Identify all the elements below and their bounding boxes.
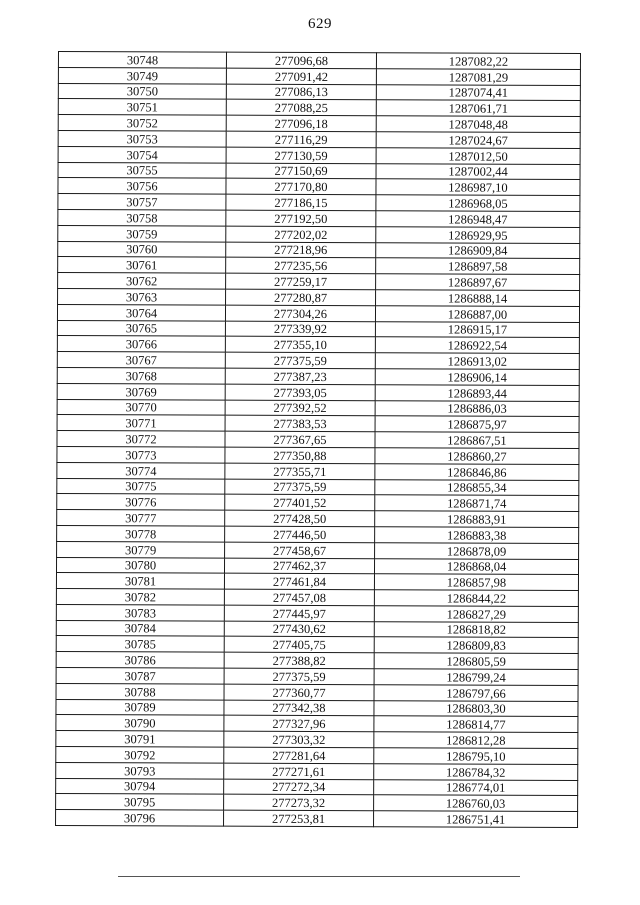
point-number-cell: 30786: [56, 652, 224, 668]
table-row: [56, 699, 578, 717]
y-coordinate-cell: 1286875,97: [375, 416, 579, 433]
table-row: [58, 178, 580, 196]
x-coordinate-cell: 277355,10: [225, 336, 375, 352]
point-number-cell: 30762: [58, 273, 226, 289]
y-coordinate-cell: 1286818,82: [374, 621, 578, 638]
x-coordinate-cell: 277281,64: [224, 747, 374, 763]
y-coordinate-cell: 1286922,54: [375, 337, 579, 354]
point-number-cell: 30752: [58, 115, 226, 131]
y-coordinate-cell: 1286897,58: [376, 258, 580, 275]
x-coordinate-cell: 277086,13: [226, 84, 376, 100]
point-number-cell: 30770: [57, 399, 225, 415]
y-coordinate-cell: 1287048,48: [376, 116, 580, 133]
table-row: [58, 130, 580, 148]
point-number-cell: 30757: [58, 194, 226, 210]
table-row: [56, 794, 578, 812]
y-coordinate-cell: 1286827,29: [374, 606, 578, 623]
x-coordinate-cell: 277218,96: [226, 242, 376, 258]
x-coordinate-cell: 277461,84: [224, 573, 374, 589]
point-number-cell: 30748: [58, 52, 226, 68]
point-number-cell: 30790: [56, 715, 224, 731]
x-coordinate-cell: 277445,97: [224, 605, 374, 621]
point-number-cell: 30792: [56, 747, 224, 763]
y-coordinate-cell: 1286886,03: [375, 400, 579, 417]
table-row: [56, 683, 578, 701]
y-coordinate-cell: 1286797,66: [374, 685, 578, 702]
point-number-cell: 30758: [58, 209, 226, 225]
y-coordinate-cell: 1286897,67: [376, 274, 580, 291]
table-row: [57, 320, 579, 338]
y-coordinate-cell: 1286987,10: [376, 179, 580, 196]
y-coordinate-cell: 1286913,02: [375, 353, 579, 370]
y-coordinate-cell: 1286948,47: [376, 211, 580, 228]
x-coordinate-cell: 277405,75: [224, 637, 374, 653]
point-number-cell: 30755: [58, 162, 226, 178]
table-row: [58, 67, 580, 85]
coordinates-table: [55, 51, 581, 828]
y-coordinate-cell: 1286799,24: [374, 669, 578, 686]
point-number-cell: 30777: [57, 510, 225, 526]
y-coordinate-cell: 1286871,74: [375, 495, 579, 512]
point-number-cell: 30795: [56, 794, 224, 810]
point-number-cell: 30750: [58, 83, 226, 99]
point-number-cell: 30789: [56, 699, 224, 715]
x-coordinate-cell: 277375,59: [225, 479, 375, 495]
table-row: [57, 525, 579, 543]
table-row: [57, 431, 579, 449]
table-row: [57, 304, 579, 322]
point-number-cell: 30788: [56, 683, 224, 699]
x-coordinate-cell: 277392,52: [225, 400, 375, 416]
table-row: [57, 399, 579, 417]
x-coordinate-cell: 277272,34: [224, 779, 374, 795]
y-coordinate-cell: 1287002,44: [376, 163, 580, 180]
point-number-cell: 30778: [57, 525, 225, 541]
page-number: 629: [308, 16, 332, 32]
x-coordinate-cell: 277375,59: [224, 668, 374, 684]
point-number-cell: 30769: [57, 383, 225, 399]
x-coordinate-cell: 277304,26: [225, 305, 375, 321]
point-number-cell: 30774: [57, 462, 225, 478]
y-coordinate-cell: 1286760,03: [374, 795, 578, 812]
point-number-cell: 30760: [58, 241, 226, 257]
point-number-cell: 30773: [57, 446, 225, 462]
table-row: [56, 636, 578, 654]
point-number-cell: 30772: [57, 431, 225, 447]
x-coordinate-cell: 277271,61: [224, 763, 374, 779]
table-row: [58, 225, 580, 243]
footer-rule: [118, 876, 520, 877]
x-coordinate-cell: 277401,52: [225, 494, 375, 510]
table-row: [58, 115, 580, 133]
table-row: [57, 478, 579, 496]
x-coordinate-cell: 277259,17: [226, 273, 376, 289]
coordinates-table-body: [56, 52, 581, 828]
y-coordinate-cell: 1286809,83: [374, 637, 578, 654]
table-row: [56, 731, 578, 749]
point-number-cell: 30791: [56, 731, 224, 747]
table-row: [58, 162, 580, 180]
y-coordinate-cell: 1287061,71: [376, 100, 580, 117]
table-row: [56, 778, 578, 796]
x-coordinate-cell: 277388,82: [224, 652, 374, 668]
table-row: [56, 557, 578, 575]
x-coordinate-cell: 277393,05: [225, 384, 375, 400]
x-coordinate-cell: 277202,02: [226, 226, 376, 242]
y-coordinate-cell: 1286867,51: [375, 432, 579, 449]
y-coordinate-cell: 1286814,77: [374, 716, 578, 733]
x-coordinate-cell: 277280,87: [226, 289, 376, 305]
x-coordinate-cell: 277088,25: [226, 100, 376, 116]
point-number-cell: 30781: [56, 573, 224, 589]
x-coordinate-cell: 277350,88: [225, 447, 375, 463]
table-row: [57, 367, 579, 385]
table-row: [56, 620, 578, 638]
y-coordinate-cell: 1286812,28: [374, 732, 578, 749]
point-number-cell: 30784: [56, 620, 224, 636]
x-coordinate-cell: 277355,71: [225, 463, 375, 479]
x-coordinate-cell: 277458,67: [225, 542, 375, 558]
y-coordinate-cell: 1287081,29: [376, 69, 580, 86]
table-row: [58, 194, 580, 212]
table-row: [56, 589, 578, 607]
x-coordinate-cell: 277116,29: [226, 131, 376, 147]
table-row: [57, 494, 579, 512]
x-coordinate-cell: 277253,81: [224, 810, 374, 826]
y-coordinate-cell: 1286929,95: [376, 226, 580, 243]
y-coordinate-cell: 1286751,41: [374, 811, 578, 828]
y-coordinate-cell: 1286857,98: [374, 574, 578, 591]
table-row: [58, 52, 580, 70]
table-row: [58, 273, 580, 291]
table-row: [58, 288, 580, 306]
y-coordinate-cell: 1286784,32: [374, 764, 578, 781]
x-coordinate-cell: 277091,42: [226, 68, 376, 84]
y-coordinate-cell: 1286883,91: [375, 511, 579, 528]
x-coordinate-cell: 277360,77: [224, 684, 374, 700]
x-coordinate-cell: 277096,18: [226, 115, 376, 131]
y-coordinate-cell: 1286844,22: [374, 590, 578, 607]
table-row: [57, 336, 579, 354]
y-coordinate-cell: 1286915,17: [375, 321, 579, 338]
table-row: [58, 241, 580, 259]
y-coordinate-cell: 1286803,30: [374, 700, 578, 717]
table-row: [57, 510, 579, 528]
point-number-cell: 30794: [56, 778, 224, 794]
x-coordinate-cell: 277430,62: [224, 621, 374, 637]
y-coordinate-cell: 1286888,14: [376, 290, 580, 307]
x-coordinate-cell: 277446,50: [225, 526, 375, 542]
y-coordinate-cell: 1286968,05: [376, 195, 580, 212]
x-coordinate-cell: 277342,38: [224, 700, 374, 716]
table-row: [56, 652, 578, 670]
point-number-cell: 30753: [58, 130, 226, 146]
x-coordinate-cell: 277303,32: [224, 731, 374, 747]
point-number-cell: 30785: [56, 636, 224, 652]
table-row: [57, 352, 579, 370]
x-coordinate-cell: 277130,59: [226, 147, 376, 163]
table-row: [57, 541, 579, 559]
table-row: [57, 462, 579, 480]
y-coordinate-cell: 1286887,00: [375, 305, 579, 322]
point-number-cell: 30771: [57, 415, 225, 431]
x-coordinate-cell: 277339,92: [225, 321, 375, 337]
point-number-cell: 30756: [58, 178, 226, 194]
y-coordinate-cell: 1286795,10: [374, 748, 578, 765]
point-number-cell: 30775: [57, 478, 225, 494]
point-number-cell: 30768: [57, 367, 225, 383]
x-coordinate-cell: 277170,80: [226, 179, 376, 195]
x-coordinate-cell: 277383,53: [225, 415, 375, 431]
point-number-cell: 30783: [56, 604, 224, 620]
coordinates-table-wrapper: [55, 51, 580, 828]
point-number-cell: 30793: [56, 762, 224, 778]
x-coordinate-cell: 277428,50: [225, 510, 375, 526]
x-coordinate-cell: 277192,50: [226, 210, 376, 226]
point-number-cell: 30767: [57, 352, 225, 368]
y-coordinate-cell: 1287082,22: [376, 53, 580, 70]
table-row: [58, 99, 580, 117]
point-number-cell: 30763: [58, 288, 226, 304]
point-number-cell: 30764: [57, 304, 225, 320]
y-coordinate-cell: 1286868,04: [374, 558, 578, 575]
x-coordinate-cell: 277367,65: [225, 431, 375, 447]
y-coordinate-cell: 1286906,14: [375, 369, 579, 386]
point-number-cell: 30766: [57, 336, 225, 352]
y-coordinate-cell: 1286774,01: [374, 779, 578, 796]
x-coordinate-cell: 277327,96: [224, 716, 374, 732]
y-coordinate-cell: 1286846,86: [375, 463, 579, 480]
x-coordinate-cell: 277387,23: [225, 368, 375, 384]
y-coordinate-cell: 1287074,41: [376, 84, 580, 101]
table-row: [56, 715, 578, 733]
table-row: [56, 668, 578, 686]
y-coordinate-cell: 1287024,67: [376, 132, 580, 149]
table-row: [58, 146, 580, 164]
table-row: [58, 257, 580, 275]
point-number-cell: 30754: [58, 146, 226, 162]
point-number-cell: 30751: [58, 99, 226, 115]
table-row: [56, 573, 578, 591]
x-coordinate-cell: 277150,69: [226, 163, 376, 179]
x-coordinate-cell: 277186,15: [226, 194, 376, 210]
point-number-cell: 30779: [57, 541, 225, 557]
point-number-cell: 30761: [58, 257, 226, 273]
x-coordinate-cell: 277462,37: [224, 558, 374, 574]
x-coordinate-cell: 277273,32: [224, 795, 374, 811]
y-coordinate-cell: 1286860,27: [375, 448, 579, 465]
point-number-cell: 30749: [58, 67, 226, 83]
table-row: [56, 810, 578, 828]
x-coordinate-cell: 277457,08: [224, 589, 374, 605]
point-number-cell: 30796: [56, 810, 224, 826]
table-row: [58, 209, 580, 227]
x-coordinate-cell: 277096,68: [226, 52, 376, 68]
point-number-cell: 30787: [56, 668, 224, 684]
y-coordinate-cell: 1286855,34: [375, 479, 579, 496]
y-coordinate-cell: 1286883,38: [375, 527, 579, 544]
table-row: [56, 747, 578, 765]
y-coordinate-cell: 1286805,59: [374, 653, 578, 670]
table-row: [56, 604, 578, 622]
y-coordinate-cell: 1287012,50: [376, 148, 580, 165]
point-number-cell: 30780: [56, 557, 224, 573]
table-row: [57, 383, 579, 401]
y-coordinate-cell: 1286909,84: [376, 242, 580, 259]
point-number-cell: 30776: [57, 494, 225, 510]
table-row: [57, 446, 579, 464]
point-number-cell: 30759: [58, 225, 226, 241]
point-number-cell: 30765: [57, 320, 225, 336]
table-row: [56, 762, 578, 780]
point-number-cell: 30782: [56, 589, 224, 605]
y-coordinate-cell: 1286878,09: [375, 542, 579, 559]
x-coordinate-cell: 277375,59: [225, 352, 375, 368]
y-coordinate-cell: 1286893,44: [375, 384, 579, 401]
table-row: [58, 83, 580, 101]
table-row: [57, 415, 579, 433]
x-coordinate-cell: 277235,56: [226, 258, 376, 274]
